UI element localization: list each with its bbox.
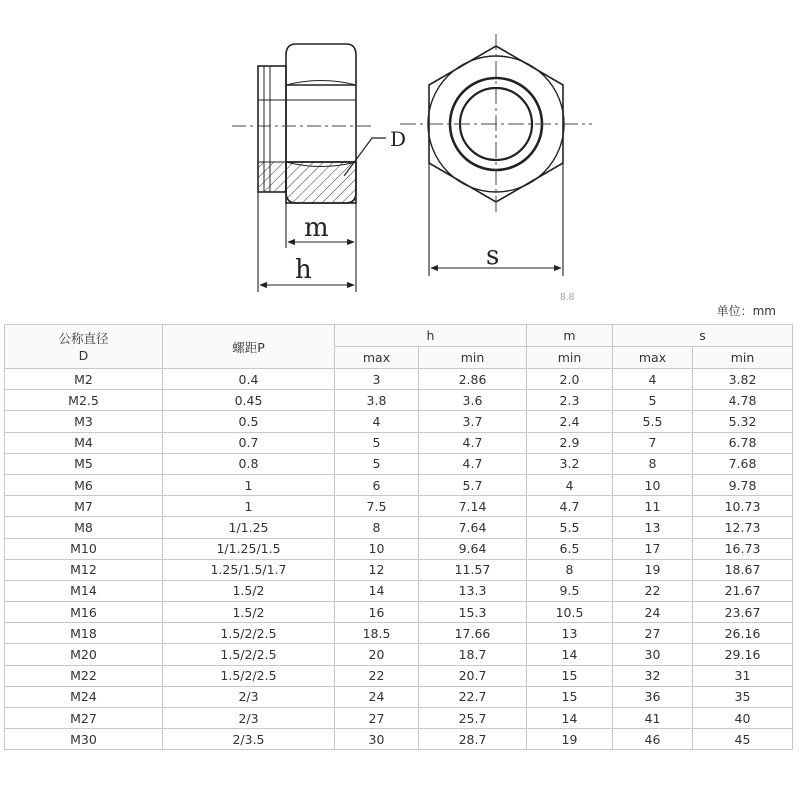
cell-s-max: 19 (613, 559, 693, 580)
cell-h-min: 18.7 (419, 644, 527, 665)
cell-s-min: 16.73 (693, 538, 793, 559)
cell-s-max: 10 (613, 474, 693, 495)
cell-pitch: 0.8 (163, 453, 335, 474)
cell-s-max: 41 (613, 708, 693, 729)
header-s-max: max (613, 347, 693, 369)
cell-s-min: 6.78 (693, 432, 793, 453)
cell-h-max: 27 (335, 708, 419, 729)
table-row (5, 496, 793, 517)
cell-diameter: M10 (5, 538, 163, 559)
table-row (5, 623, 793, 644)
cell-s-max: 17 (613, 538, 693, 559)
table-row (5, 602, 793, 623)
header-h: h (335, 325, 527, 347)
cell-h-min: 3.6 (419, 390, 527, 411)
cell-pitch: 1.5/2/2.5 (163, 644, 335, 665)
cell-s-min: 18.67 (693, 559, 793, 580)
cell-pitch: 2/3.5 (163, 729, 335, 750)
cell-h-min: 17.66 (419, 623, 527, 644)
cell-diameter: M16 (5, 602, 163, 623)
header-h-max: max (335, 347, 419, 369)
cell-pitch: 1.25/1.5/1.7 (163, 559, 335, 580)
cell-h-min: 3.7 (419, 411, 527, 432)
cell-h-min: 11.57 (419, 559, 527, 580)
nut-spec-table (4, 324, 793, 750)
cell-pitch: 2/3 (163, 708, 335, 729)
cell-h-min: 4.7 (419, 453, 527, 474)
cell-h-max: 20 (335, 644, 419, 665)
cell-s-min: 29.16 (693, 644, 793, 665)
cell-h-min: 7.14 (419, 496, 527, 517)
cell-s-max: 46 (613, 729, 693, 750)
cell-h-max: 22 (335, 665, 419, 686)
cell-h-min: 22.7 (419, 686, 527, 707)
cell-m-min: 14 (527, 644, 613, 665)
cell-h-min: 5.7 (419, 474, 527, 495)
cell-s-min: 31 (693, 665, 793, 686)
m-label: m (304, 213, 329, 243)
cell-m-min: 19 (527, 729, 613, 750)
cell-s-max: 30 (613, 644, 693, 665)
header-d-line2: D (78, 347, 89, 363)
cell-pitch: 0.5 (163, 411, 335, 432)
cell-h-max: 14 (335, 580, 419, 601)
cell-diameter: M18 (5, 623, 163, 644)
cell-s-max: 5 (613, 390, 693, 411)
nut-technical-drawing (0, 0, 800, 300)
cell-h-max: 16 (335, 602, 419, 623)
cell-s-max: 32 (613, 665, 693, 686)
cell-s-min: 7.68 (693, 453, 793, 474)
cell-s-max: 11 (613, 496, 693, 517)
cell-s-max: 36 (613, 686, 693, 707)
cell-s-min: 9.78 (693, 474, 793, 495)
cell-diameter: M4 (5, 432, 163, 453)
watermark-fragment: 8.8 (560, 293, 575, 300)
cell-pitch: 2/3 (163, 686, 335, 707)
cell-m-min: 10.5 (527, 602, 613, 623)
cell-h-max: 18.5 (335, 623, 419, 644)
cell-diameter: M12 (5, 559, 163, 580)
header-s: s (613, 325, 793, 347)
table-row (5, 686, 793, 707)
side-view (258, 44, 356, 203)
cell-s-min: 35 (693, 686, 793, 707)
cell-diameter: M27 (5, 708, 163, 729)
cell-diameter: M22 (5, 665, 163, 686)
cell-h-max: 6 (335, 474, 419, 495)
cell-s-min: 21.67 (693, 580, 793, 601)
cell-s-min: 40 (693, 708, 793, 729)
section-hatch (286, 162, 356, 203)
cell-s-min: 45 (693, 729, 793, 750)
h-label: h (295, 255, 312, 285)
cell-h-max: 7.5 (335, 496, 419, 517)
header-m-min: min (527, 347, 613, 369)
table-row (5, 708, 793, 729)
table-body (5, 369, 793, 750)
cell-pitch: 1.5/2 (163, 602, 335, 623)
cell-m-min: 4.7 (527, 496, 613, 517)
header-d-line1: 公称直径 (58, 330, 109, 346)
table-row (5, 517, 793, 538)
cell-h-min: 7.64 (419, 517, 527, 538)
cell-pitch: 1.5/2 (163, 580, 335, 601)
cell-h-max: 10 (335, 538, 419, 559)
unit-label: 单位：mm (716, 304, 776, 318)
cell-h-min: 20.7 (419, 665, 527, 686)
cell-s-max: 24 (613, 602, 693, 623)
cell-diameter: M20 (5, 644, 163, 665)
cell-pitch: 1 (163, 496, 335, 517)
cell-s-max: 22 (613, 580, 693, 601)
cell-m-min: 13 (527, 623, 613, 644)
cell-m-min: 6.5 (527, 538, 613, 559)
cell-h-max: 3 (335, 369, 419, 390)
cell-pitch: 0.7 (163, 432, 335, 453)
cell-m-min: 5.5 (527, 517, 613, 538)
cell-m-min: 2.0 (527, 369, 613, 390)
header-nominal-diameter (5, 325, 163, 369)
cell-pitch: 0.45 (163, 390, 335, 411)
table-header-row (5, 325, 793, 347)
cell-h-min: 13.3 (419, 580, 527, 601)
table-row (5, 729, 793, 750)
d-label: D (390, 127, 407, 151)
cell-diameter: M2.5 (5, 390, 163, 411)
cell-s-max: 7 (613, 432, 693, 453)
cell-m-min: 2.9 (527, 432, 613, 453)
cell-h-min: 2.86 (419, 369, 527, 390)
cell-h-min: 25.7 (419, 708, 527, 729)
s-label: s (486, 241, 500, 271)
table-row (5, 538, 793, 559)
header-s-min: min (693, 347, 793, 369)
cell-s-min: 4.78 (693, 390, 793, 411)
cell-h-min: 4.7 (419, 432, 527, 453)
cell-s-min: 23.67 (693, 602, 793, 623)
cell-h-min: 15.3 (419, 602, 527, 623)
cell-pitch: 0.4 (163, 369, 335, 390)
table-row (5, 369, 793, 390)
cell-diameter: M24 (5, 686, 163, 707)
cell-m-min: 2.3 (527, 390, 613, 411)
cell-h-max: 24 (335, 686, 419, 707)
cell-s-min: 26.16 (693, 623, 793, 644)
cell-h-max: 3.8 (335, 390, 419, 411)
cell-m-min: 3.2 (527, 453, 613, 474)
cell-h-max: 12 (335, 559, 419, 580)
cell-h-min: 28.7 (419, 729, 527, 750)
cell-s-min: 5.32 (693, 411, 793, 432)
header-m: m (527, 325, 613, 347)
cell-s-max: 8 (613, 453, 693, 474)
cell-pitch: 1/1.25/1.5 (163, 538, 335, 559)
cell-diameter: M8 (5, 517, 163, 538)
cell-diameter: M5 (5, 453, 163, 474)
cell-s-max: 27 (613, 623, 693, 644)
table-row (5, 665, 793, 686)
cell-diameter: M6 (5, 474, 163, 495)
cell-diameter: M3 (5, 411, 163, 432)
table-row (5, 453, 793, 474)
cell-h-max: 4 (335, 411, 419, 432)
cell-s-min: 3.82 (693, 369, 793, 390)
cell-diameter: M2 (5, 369, 163, 390)
cell-m-min: 4 (527, 474, 613, 495)
cell-s-max: 13 (613, 517, 693, 538)
cell-m-min: 2.4 (527, 411, 613, 432)
cell-pitch: 1/1.25 (163, 517, 335, 538)
table-row (5, 580, 793, 601)
header-h-min: min (419, 347, 527, 369)
cell-s-max: 4 (613, 369, 693, 390)
cell-m-min: 14 (527, 708, 613, 729)
cell-s-max: 5.5 (613, 411, 693, 432)
cell-pitch: 1 (163, 474, 335, 495)
cell-diameter: M14 (5, 580, 163, 601)
cell-m-min: 15 (527, 686, 613, 707)
cell-diameter: M30 (5, 729, 163, 750)
cell-s-min: 10.73 (693, 496, 793, 517)
cell-diameter: M7 (5, 496, 163, 517)
cell-m-min: 15 (527, 665, 613, 686)
cell-pitch: 1.5/2/2.5 (163, 623, 335, 644)
header-pitch: 螺距P (163, 325, 335, 369)
table-row (5, 474, 793, 495)
table-row (5, 432, 793, 453)
cell-m-min: 8 (527, 559, 613, 580)
cell-h-max: 8 (335, 517, 419, 538)
table-row (5, 559, 793, 580)
table-row (5, 390, 793, 411)
table-row (5, 644, 793, 665)
cell-pitch: 1.5/2/2.5 (163, 665, 335, 686)
table-row (5, 411, 793, 432)
cell-h-max: 5 (335, 432, 419, 453)
cell-h-max: 30 (335, 729, 419, 750)
cell-h-min: 9.64 (419, 538, 527, 559)
cell-s-min: 12.73 (693, 517, 793, 538)
cell-m-min: 9.5 (527, 580, 613, 601)
cell-h-max: 5 (335, 453, 419, 474)
